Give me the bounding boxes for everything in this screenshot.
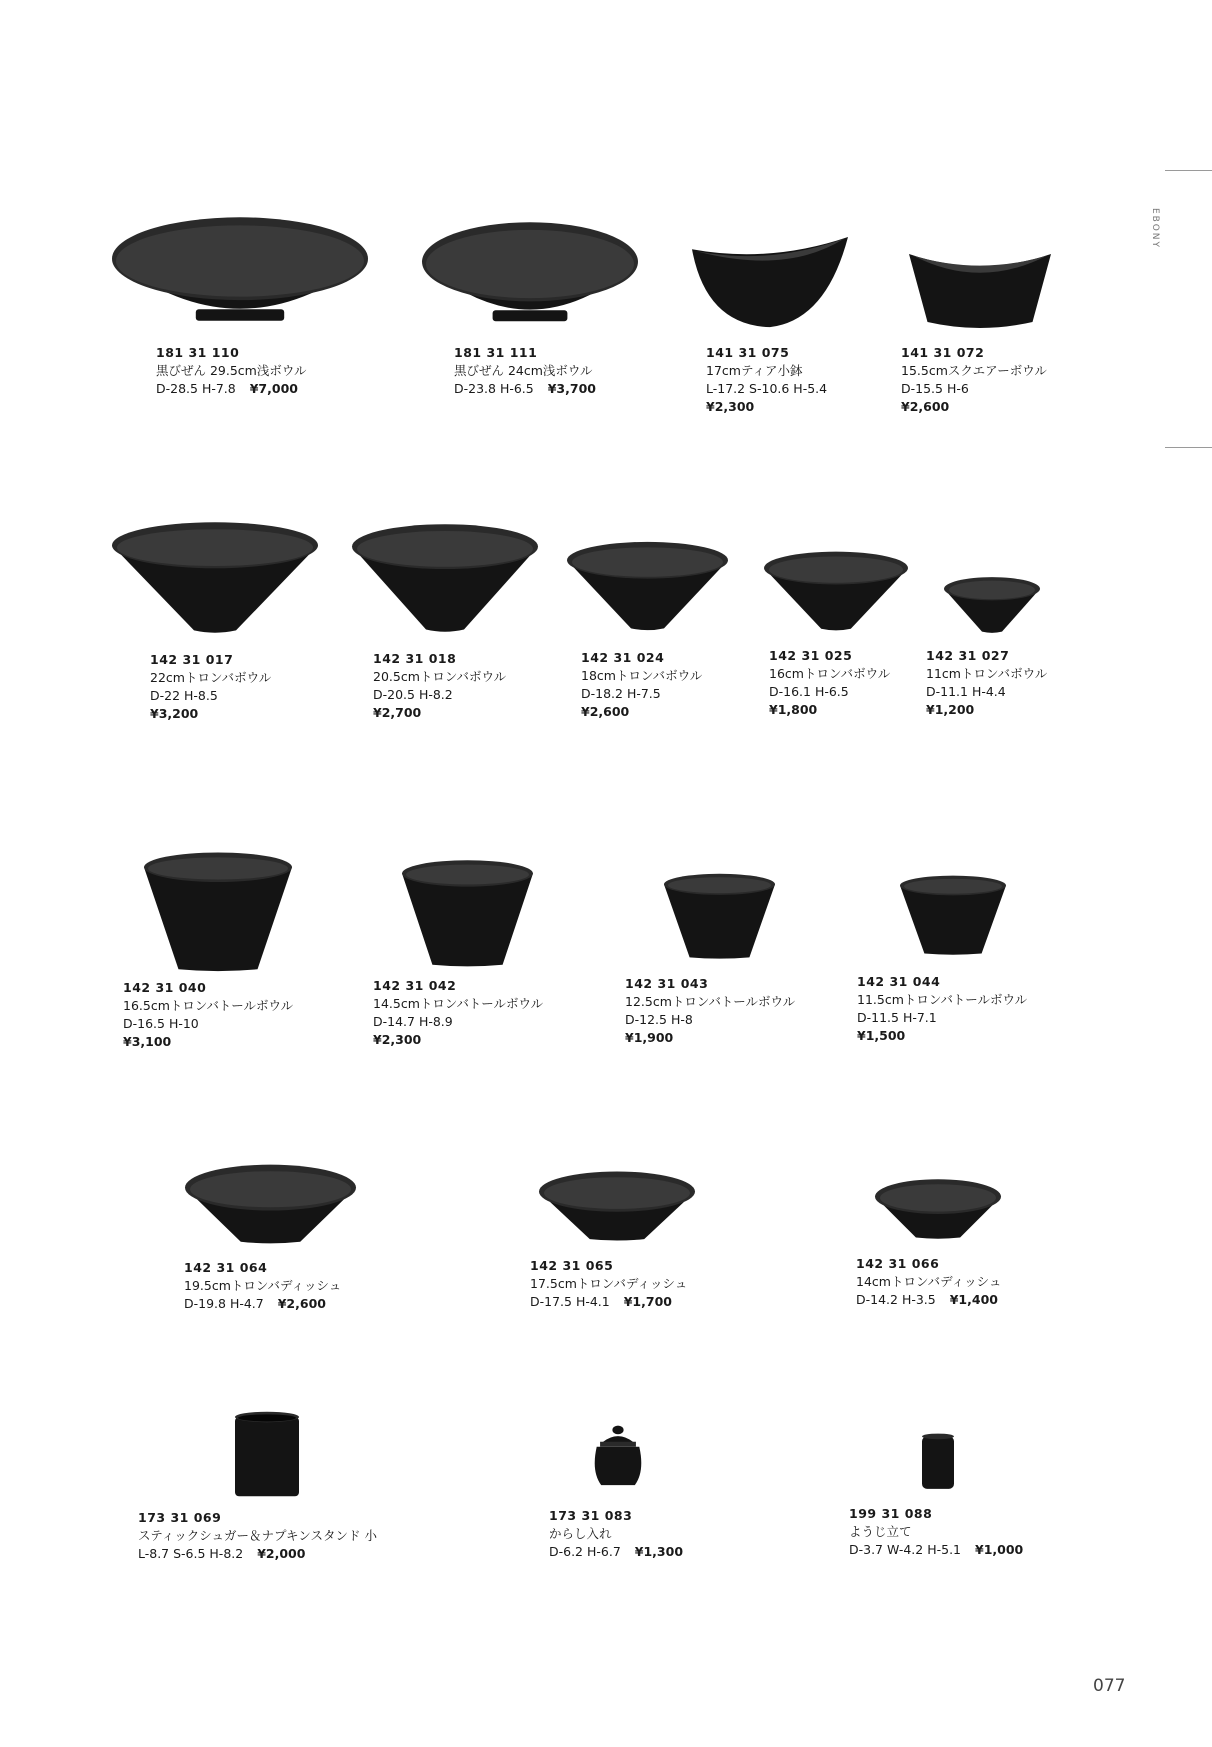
shallow-bowl-image bbox=[420, 220, 640, 330]
product-dimensions bbox=[625, 1011, 795, 1029]
cone-bowl-image bbox=[565, 540, 730, 632]
product-dimensions bbox=[373, 686, 506, 704]
product-info bbox=[373, 977, 543, 1049]
product-dimensions bbox=[184, 1295, 341, 1313]
product-dims-text: D-12.5 H-8 bbox=[625, 1012, 693, 1027]
product-dims-text: D-14.7 H-8.9 bbox=[373, 1014, 453, 1029]
product-price: ¥2,300 bbox=[706, 399, 755, 414]
product-name: スティックシュガー＆ナプキンスタンド 小 bbox=[138, 1528, 377, 1543]
product-info bbox=[625, 975, 795, 1047]
product-name: 14.5cmトロンバトールボウル bbox=[373, 996, 544, 1011]
product-dimensions bbox=[849, 1541, 1023, 1559]
product-price-row bbox=[706, 398, 827, 416]
product-price: ¥2,300 bbox=[373, 1032, 422, 1047]
product-name: 22cmトロンバボウル bbox=[150, 670, 272, 685]
dish-image bbox=[873, 1178, 1003, 1240]
tear-bowl-image bbox=[690, 235, 850, 330]
product-price: ¥1,700 bbox=[623, 1294, 672, 1309]
product-code: 181 31 111 bbox=[454, 345, 538, 360]
product-code: 173 31 069 bbox=[138, 1510, 222, 1525]
product-code: 141 31 075 bbox=[706, 345, 790, 360]
product-dims-text: D-18.2 H-7.5 bbox=[581, 686, 661, 701]
product-code: 142 31 065 bbox=[530, 1258, 614, 1273]
product-name: 14cmトロンバディッシュ bbox=[856, 1274, 1002, 1289]
product-info bbox=[581, 649, 702, 721]
cone-bowl-image bbox=[942, 576, 1042, 634]
product-code: 199 31 088 bbox=[849, 1506, 933, 1521]
product-dims-text: D-20.5 H-8.2 bbox=[373, 687, 453, 702]
product-code: 142 31 027 bbox=[926, 648, 1010, 663]
product-info bbox=[769, 647, 890, 719]
product-price: ¥1,000 bbox=[975, 1542, 1024, 1557]
product-info bbox=[856, 1255, 1001, 1309]
side-tab-line-bottom bbox=[1165, 447, 1212, 448]
product-info bbox=[857, 973, 1027, 1045]
square-bowl-image bbox=[905, 250, 1055, 330]
product-dims-text: D-22 H-8.5 bbox=[150, 688, 218, 703]
cone-bowl-image bbox=[110, 520, 320, 635]
product-name: 17.5cmトロンバディッシュ bbox=[530, 1276, 688, 1291]
product-dims-text: D-28.5 H-7.8 bbox=[156, 381, 236, 396]
product-info bbox=[901, 344, 1047, 416]
product-info bbox=[123, 979, 293, 1051]
tall-bowl-image bbox=[662, 872, 777, 960]
product-dimensions bbox=[123, 1015, 293, 1033]
product-price: ¥1,300 bbox=[634, 1544, 684, 1559]
product-info bbox=[138, 1509, 377, 1563]
product-dims-text: L-17.2 S-10.6 H-5.4 bbox=[706, 381, 828, 396]
product-price: ¥3,700 bbox=[547, 381, 596, 396]
product-info bbox=[156, 344, 306, 398]
product-name: 16.5cmトロンバトールボウル bbox=[123, 998, 294, 1013]
product-dimensions bbox=[901, 380, 1047, 398]
product-price-row bbox=[373, 704, 506, 722]
product-dimensions bbox=[150, 687, 271, 705]
product-dims-text: D-23.8 H-6.5 bbox=[454, 381, 534, 396]
product-dims-text: D-6.2 H-6.7 bbox=[549, 1544, 621, 1559]
product-name: 18cmトロンバボウル bbox=[581, 668, 703, 683]
product-name: 17cmティア小鉢 bbox=[706, 363, 803, 378]
product-info bbox=[549, 1507, 683, 1561]
product-dimensions bbox=[549, 1543, 683, 1561]
product-dimensions bbox=[581, 685, 702, 703]
product-info bbox=[373, 650, 506, 722]
dish-image bbox=[537, 1170, 697, 1242]
product-price-row bbox=[625, 1029, 795, 1047]
product-code: 142 31 024 bbox=[581, 650, 665, 665]
product-name: 15.5cmスクエアーボウル bbox=[901, 363, 1047, 378]
page-number: 077 bbox=[1093, 1676, 1126, 1696]
product-price: ¥1,400 bbox=[949, 1292, 998, 1307]
toothpick-holder-image bbox=[920, 1433, 956, 1490]
product-info bbox=[454, 344, 596, 398]
product-code: 142 31 018 bbox=[373, 651, 457, 666]
product-dimensions bbox=[138, 1545, 377, 1563]
product-code: 142 31 043 bbox=[625, 976, 709, 991]
product-info bbox=[706, 344, 827, 416]
cone-bowl-image bbox=[350, 522, 540, 634]
product-dimensions bbox=[856, 1291, 1001, 1309]
tall-bowl-image bbox=[400, 858, 535, 968]
product-price: ¥7,000 bbox=[249, 381, 298, 396]
product-dimensions bbox=[530, 1293, 687, 1311]
dish-image bbox=[183, 1163, 358, 1245]
product-dims-text: D-11.1 H-4.4 bbox=[926, 684, 1006, 699]
product-name: 16cmトロンバボウル bbox=[769, 666, 891, 681]
product-name: 黒びぜん 24cm浅ボウル bbox=[454, 363, 593, 378]
product-price: ¥1,500 bbox=[857, 1028, 906, 1043]
mustard-pot-image bbox=[590, 1425, 646, 1487]
product-name: からし入れ bbox=[549, 1526, 612, 1541]
product-price: ¥3,200 bbox=[150, 706, 199, 721]
product-price: ¥2,700 bbox=[373, 705, 422, 720]
product-price: ¥3,100 bbox=[123, 1034, 172, 1049]
product-info bbox=[926, 647, 1047, 719]
product-info bbox=[530, 1257, 687, 1311]
product-price: ¥2,600 bbox=[901, 399, 950, 414]
product-dims-text: D-16.5 H-10 bbox=[123, 1016, 199, 1031]
product-price: ¥2,600 bbox=[277, 1296, 326, 1311]
product-name: 11.5cmトロンバトールボウル bbox=[857, 992, 1028, 1007]
product-name: 黒びぜん 29.5cm浅ボウル bbox=[156, 363, 307, 378]
product-code: 181 31 110 bbox=[156, 345, 240, 360]
product-dims-text: D-15.5 H-6 bbox=[901, 381, 969, 396]
product-name: ようじ立て bbox=[849, 1524, 912, 1539]
product-info bbox=[150, 651, 271, 723]
product-price: ¥2,600 bbox=[581, 704, 630, 719]
product-price: ¥2,000 bbox=[257, 1546, 306, 1561]
side-tab-label: EBONY bbox=[1150, 208, 1160, 250]
product-name: 12.5cmトロンバトールボウル bbox=[625, 994, 796, 1009]
product-info bbox=[849, 1505, 1023, 1559]
product-dims-text: D-16.1 H-6.5 bbox=[769, 684, 849, 699]
product-name: 20.5cmトロンバボウル bbox=[373, 669, 507, 684]
product-code: 142 31 066 bbox=[856, 1256, 940, 1271]
cone-bowl-image bbox=[762, 550, 910, 632]
cylinder-image bbox=[233, 1410, 301, 1498]
product-code: 141 31 072 bbox=[901, 345, 985, 360]
side-tab-line-top bbox=[1165, 170, 1212, 171]
tall-bowl-image bbox=[898, 874, 1008, 956]
product-price: ¥1,200 bbox=[926, 702, 975, 717]
product-dimensions bbox=[769, 683, 890, 701]
product-dimensions bbox=[454, 380, 596, 398]
product-dims-text: L-8.7 S-6.5 H-8.2 bbox=[138, 1546, 244, 1561]
product-code: 142 31 025 bbox=[769, 648, 853, 663]
product-dims-text: D-17.5 H-4.1 bbox=[530, 1294, 610, 1309]
product-code: 142 31 040 bbox=[123, 980, 207, 995]
product-price-row bbox=[581, 703, 702, 721]
product-price-row bbox=[150, 705, 271, 723]
product-price: ¥1,900 bbox=[625, 1030, 674, 1045]
product-dims-text: D-14.2 H-3.5 bbox=[856, 1292, 936, 1307]
product-code: 142 31 044 bbox=[857, 974, 941, 989]
product-dimensions bbox=[156, 380, 306, 398]
shallow-bowl-image bbox=[110, 215, 370, 330]
product-price-row bbox=[123, 1033, 293, 1051]
product-code: 142 31 064 bbox=[184, 1260, 268, 1275]
product-dims-text: D-3.7 W-4.2 H-5.1 bbox=[849, 1542, 961, 1557]
tall-bowl-image bbox=[142, 850, 294, 973]
product-dimensions bbox=[857, 1009, 1027, 1027]
product-price: ¥1,800 bbox=[769, 702, 818, 717]
product-dimensions bbox=[926, 683, 1047, 701]
product-price-row bbox=[769, 701, 890, 719]
product-code: 173 31 083 bbox=[549, 1508, 633, 1523]
product-price-row bbox=[373, 1031, 543, 1049]
product-price-row bbox=[857, 1027, 1027, 1045]
product-name: 19.5cmトロンバディッシュ bbox=[184, 1278, 342, 1293]
product-price-row bbox=[926, 701, 1047, 719]
product-code: 142 31 042 bbox=[373, 978, 457, 993]
product-info bbox=[184, 1259, 341, 1313]
product-price-row bbox=[901, 398, 1047, 416]
product-name: 11cmトロンバボウル bbox=[926, 666, 1048, 681]
product-dimensions bbox=[706, 380, 827, 398]
product-dims-text: D-19.8 H-4.7 bbox=[184, 1296, 264, 1311]
product-dims-text: D-11.5 H-7.1 bbox=[857, 1010, 937, 1025]
product-code: 142 31 017 bbox=[150, 652, 234, 667]
product-dimensions bbox=[373, 1013, 543, 1031]
